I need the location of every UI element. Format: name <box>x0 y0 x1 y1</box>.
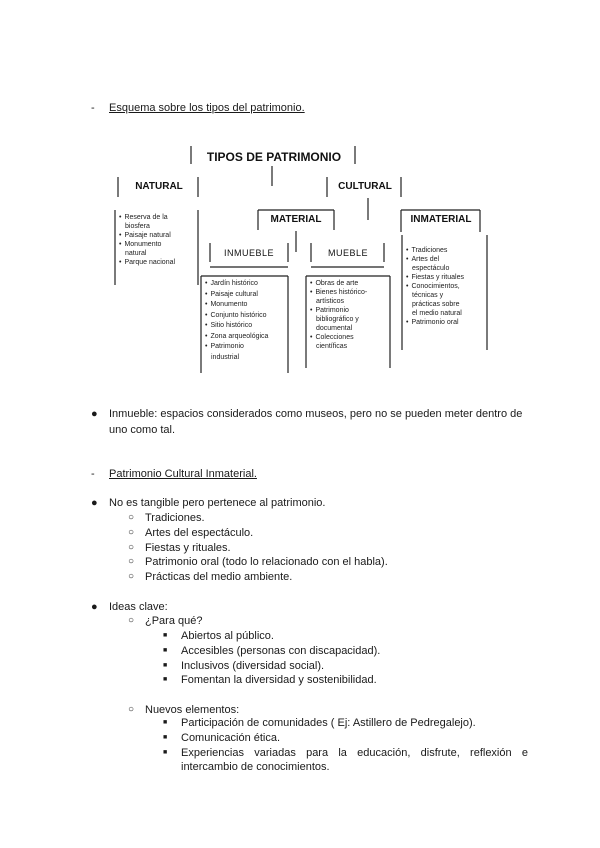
list-item: • Reserva de la <box>119 213 175 222</box>
square-bullet: ■ <box>163 647 168 654</box>
natural-label: NATURAL <box>121 179 197 195</box>
material-label: MATERIAL <box>260 212 332 228</box>
list-item: • Monumento <box>119 240 175 249</box>
dash-marker: - <box>91 468 95 480</box>
mueble-label: MUEBLE <box>313 246 383 260</box>
list-item: • Tradiciones <box>406 246 464 255</box>
tangible-text: No es tangible pero pertenece al patrimonio. <box>109 497 326 509</box>
inmueble-note-line2: uno como tal. <box>109 424 176 436</box>
circle-bullet: ○ <box>128 512 135 523</box>
inmueble-list <box>205 279 268 363</box>
section-title-esquema: Esquema sobre los tipos del patrimonio. <box>109 102 305 114</box>
dash-marker: - <box>91 102 95 114</box>
list-item-cont: el medio natural <box>412 310 462 317</box>
nuevos-text: Nuevos elementos: <box>145 704 240 716</box>
mueble-list <box>310 279 367 351</box>
list-item: • Obras de arte <box>310 279 367 288</box>
circle-bullet: ○ <box>128 571 135 582</box>
tangible-item: Tradiciones. <box>145 512 205 524</box>
circle-bullet: ○ <box>128 556 135 567</box>
list-item: • Monumento <box>205 300 268 311</box>
bullet-dot: ● <box>91 601 98 613</box>
list-item-cont: espectáculo <box>412 265 450 272</box>
section-title-inmaterial: Patrimonio Cultural Inmaterial. <box>109 468 257 480</box>
list-item: • Zona arqueológica <box>205 332 268 343</box>
list-item: • Conocimientos, <box>406 282 464 291</box>
list-item-cont: técnicas y <box>412 292 444 299</box>
tangible-item: Fiestas y rituales. <box>145 542 231 554</box>
square-bullet: ■ <box>163 632 168 639</box>
list-item-cont: prácticas sobre <box>412 301 460 308</box>
inmueble-note-line1: Inmueble: espacios considerados como museos, pero no se pueden meter dentro de <box>109 408 523 420</box>
para-item: Accesibles (personas con discapacidad). <box>181 645 381 657</box>
para-item: Fomentan la diversidad y sostenibilidad. <box>181 674 377 686</box>
natural-list <box>119 213 175 267</box>
circle-bullet: ○ <box>128 542 135 553</box>
tangible-item: Patrimonio oral (todo lo relacionado con el habla). <box>145 556 388 568</box>
list-item: • Jardín histórico <box>205 279 268 290</box>
list-item: • Colecciones <box>310 333 367 342</box>
list-item: • Patrimonio oral <box>406 318 464 327</box>
bullet-dot: ● <box>91 408 98 420</box>
cultural-label: CULTURAL <box>330 179 400 195</box>
square-bullet: ■ <box>163 662 168 669</box>
list-item: • Paisaje cultural <box>205 290 268 301</box>
nuevos-item: Comunicación ética. <box>181 732 281 744</box>
patrimonio-diagram <box>112 140 492 375</box>
list-item-cont: industrial <box>211 353 240 361</box>
list-item: • Paisaje natural <box>119 231 175 240</box>
inmaterial-list <box>406 246 464 327</box>
circle-bullet: ○ <box>128 704 135 715</box>
square-bullet: ■ <box>163 676 168 683</box>
inmaterial-label: INMATERIAL <box>403 212 479 228</box>
nuevos-item: Experiencias variadas para la educación, disfrute, reflexión e <box>181 747 528 759</box>
square-bullet: ■ <box>163 719 168 726</box>
list-item-cont: artísticos <box>316 298 345 305</box>
tangible-item: Prácticas del medio ambiente. <box>145 571 293 583</box>
circle-bullet: ○ <box>128 615 135 626</box>
list-item: • Sitio histórico <box>205 321 268 332</box>
square-bullet: ■ <box>163 749 168 756</box>
tangible-item: Artes del espectáculo. <box>145 527 254 539</box>
list-item: • Fiestas y rituales <box>406 273 464 282</box>
nuevos-item-cont: intercambio de conocimientos. <box>181 761 330 773</box>
list-item: • Patrimonio <box>205 342 268 353</box>
bullet-dot: ● <box>91 497 98 509</box>
para-item: Abiertos al público. <box>181 630 274 642</box>
list-item: • Parque nacional <box>119 258 175 267</box>
list-item-cont: natural <box>125 250 147 257</box>
square-bullet: ■ <box>163 734 168 741</box>
inmueble-label: INMUEBLE <box>212 246 286 260</box>
list-item-cont: documental <box>316 325 353 332</box>
para-item: Inclusivos (diversidad social). <box>181 660 325 672</box>
para-que-text: ¿Para qué? <box>145 615 203 627</box>
diagram-title: TIPOS DE PATRIMONIO <box>194 148 354 166</box>
list-item: • Bienes histórico- <box>310 288 367 297</box>
list-item-cont: científicas <box>316 343 348 350</box>
list-item-cont: bibliográfico y <box>316 316 359 323</box>
list-item: • Patrimonio <box>310 306 367 315</box>
list-item: • Artes del <box>406 255 464 264</box>
list-item: • Conjunto histórico <box>205 311 268 322</box>
circle-bullet: ○ <box>128 527 135 538</box>
ideas-text: Ideas clave: <box>109 601 168 613</box>
list-item-cont: biosfera <box>125 223 150 230</box>
nuevos-item: Participación de comunidades ( Ej: Astillero de Pedregalejo). <box>181 717 476 729</box>
